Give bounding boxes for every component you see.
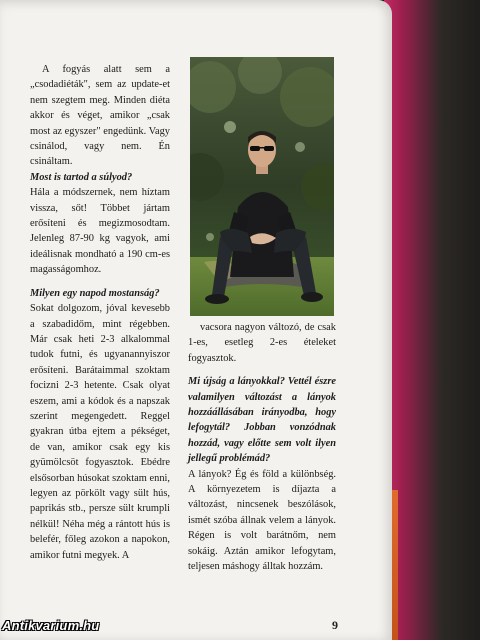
portrait-illustration (190, 57, 334, 316)
page-number: 9 (332, 618, 338, 632)
paragraph-continued: vacsora nagyon változó, de csak 1-es, esetleg 2-es ételeket fogyasztok. (188, 322, 336, 364)
question-girls: Mi újság a lányokkal? Vettél észre valamilyen változást a lányok hozzáállásában irányodba, hogy lefogytál? Jobban vonzódnak hozzád, vagy előtte sem volt ilyen jellegű problémád? (188, 376, 336, 465)
watermark: Antikvarium.hu (2, 618, 100, 633)
answer-weight: Hála a módszernek, nem híztam vissza, sőt! Többet jártam erősíteni és megizmosodtam. Jelenleg 87-90 kg vagyok, ami ideálisnak mondható a 190 cm-es magasságomhoz. (30, 187, 170, 276)
book-edge (384, 0, 480, 640)
question-weight: Most is tartod a súlyod? (30, 171, 133, 183)
answer-daily: Sokat dolgozom, jóval kevesebb a szabadidőm, mint régebben. Már csak heti 2-3 alkalommal tudok futni, és ugyanannyiszor erősíteni. Barátaimmal szoktam focizni 2-3 hetente. Csak olyat eszem, ami a kódok és a napszak szerint megengedett. Reggel gyakran útba ejtem a pékséget, de van, amikor csak egy kis gyümölcsöt fogyasztok. Ebédre elsősorban húsokat szoktam enni, legyen az pörkölt vagy sült hús, paprikás stb., persze sült krumpli nélkül! Néha még a rántott hús is belefér, főleg azokon a napokon, amikor futni megyek. A (30, 303, 170, 561)
answer-girls: A lányok? Ég és föld a különbség. A környezetem is díjazta a változást, nincsenek beszólások, ismét szóba állnak velem a lányok. Régen is volt barátnőm, nem sokáig. Aztán amikor lefogytam, teljesen máshogy álltak hozzám. (188, 468, 336, 573)
left-column (30, 62, 170, 563)
question-daily: Milyen egy napod mostanság? (30, 287, 160, 299)
portrait-photo (190, 57, 334, 316)
paragraph-intro: A fogyás alatt sem a „csodadiéták", sem az update-et nem szegtem meg. Minden diéta akkor és véget, amikor „csak most az egyszer" engedünk. Vagy csinálod, vagy nem. Én csináltam. (30, 64, 170, 168)
right-column (188, 320, 336, 575)
